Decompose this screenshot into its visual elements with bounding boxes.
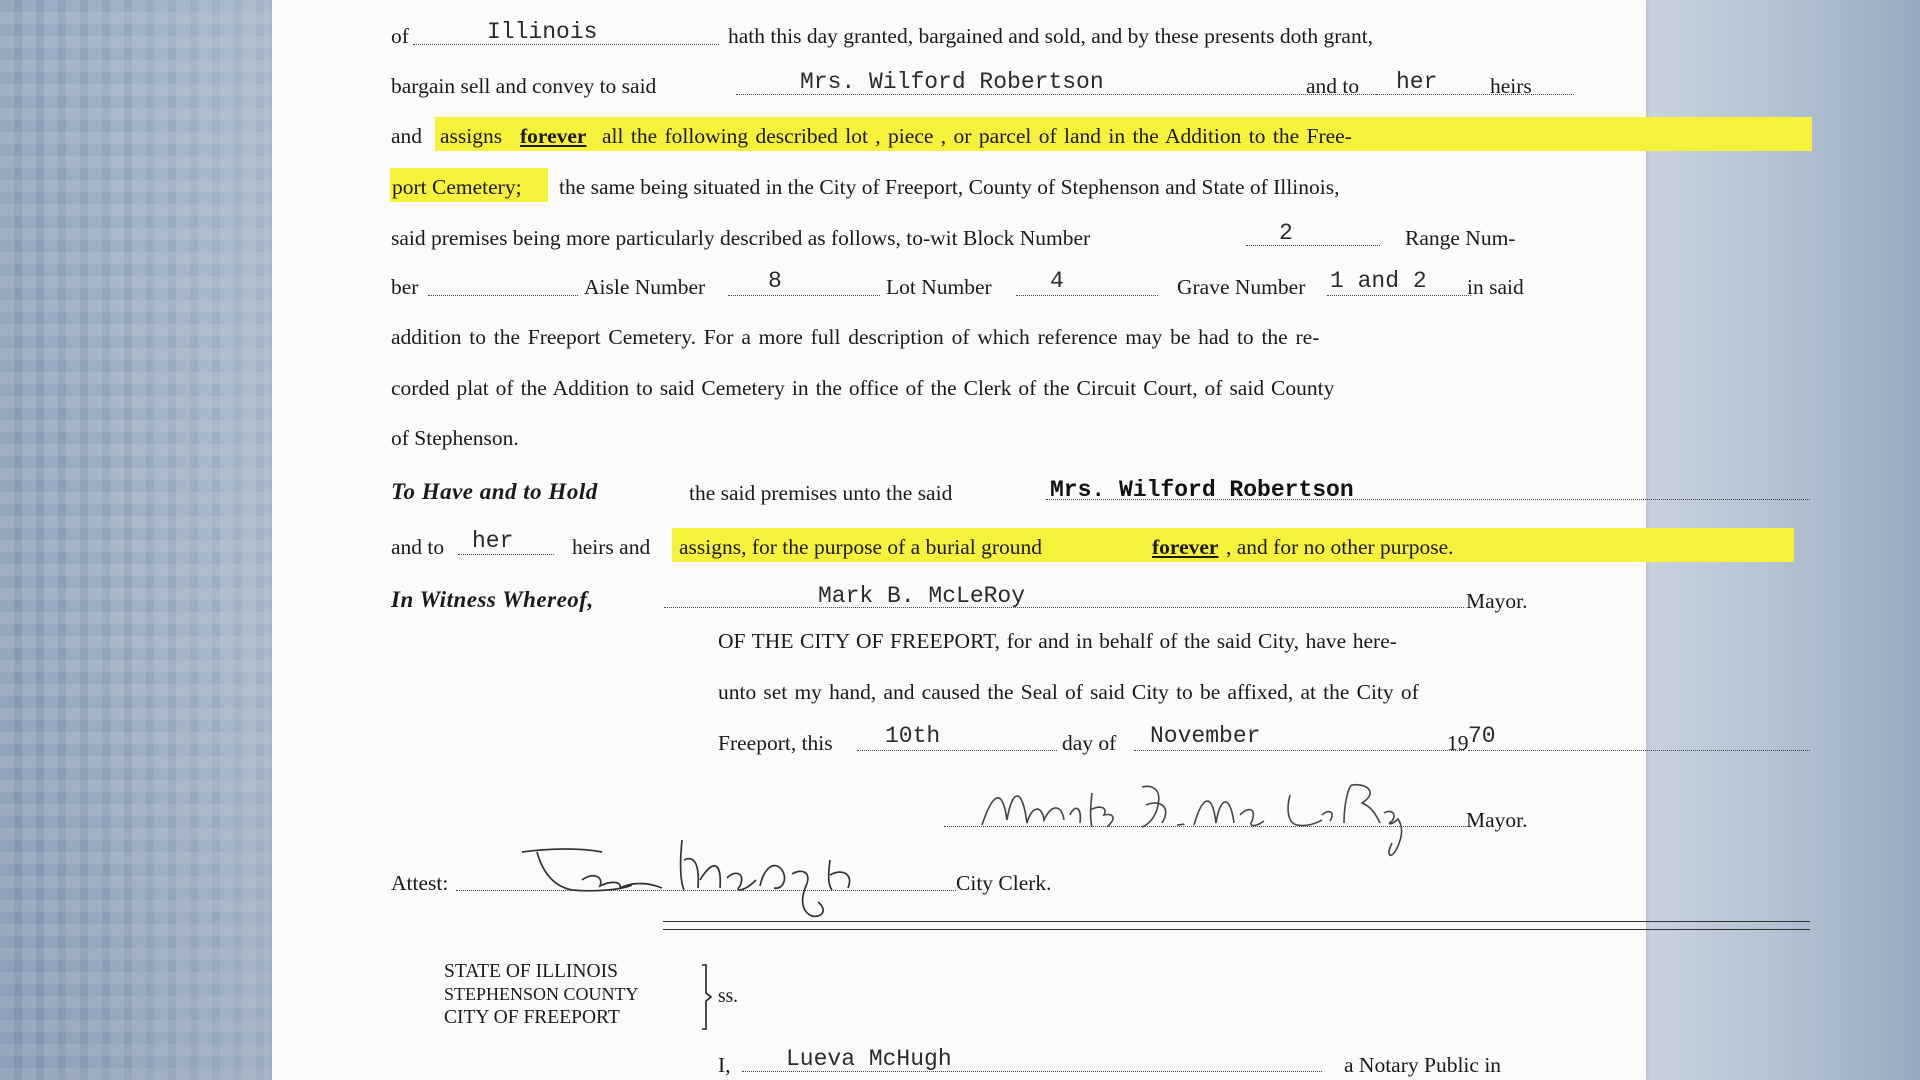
- typed-notary-name: Lueva McHugh: [786, 1046, 952, 1072]
- background-left-panel: [0, 0, 272, 1080]
- highlight-assigns-burial: assigns, for the purpose of a burial ground: [679, 535, 1043, 559]
- year-prefix: 19: [1447, 731, 1469, 755]
- deed-document: [272, 0, 1646, 1080]
- typed-month: November: [1150, 723, 1261, 749]
- highlight-forever-2: forever: [1152, 535, 1219, 559]
- typed-block-number: 2: [1279, 220, 1293, 246]
- deed-line-5b: Range Num-: [1405, 226, 1516, 250]
- typed-grantee: Mrs. Wilford Robertson: [800, 69, 1104, 95]
- divider-rule: [663, 929, 1810, 930]
- deed-line-2c: heirs: [1490, 74, 1532, 98]
- deed-line-6d: Grave Number: [1177, 275, 1306, 299]
- deed-line-14: unto set my hand, and caused the Seal of said City to be affixed, at the City of: [718, 680, 1419, 704]
- ss-label: ss.: [718, 986, 739, 1007]
- city-clerk-signature: [512, 830, 932, 920]
- typed-lot-number: 4: [1050, 268, 1064, 294]
- deed-line-3a: and: [391, 124, 423, 148]
- mayor-label: Mayor.: [1466, 589, 1528, 613]
- highlight-assigns: assigns: [440, 124, 503, 148]
- bracket-brace: [700, 963, 714, 1036]
- dotted-line: [857, 750, 1057, 751]
- dotted-line: [1016, 295, 1158, 296]
- typed-grave-number: 1 and 2: [1330, 268, 1427, 294]
- text-of: of: [391, 24, 409, 48]
- deed-line-11a: and to: [391, 535, 445, 559]
- dotted-line: [1246, 245, 1380, 246]
- dotted-line: [1468, 750, 1810, 751]
- deed-line-15a: Freeport, this: [718, 731, 833, 755]
- in-witness-whereof-heading: In Witness Whereof,: [391, 587, 594, 612]
- dotted-line: [728, 295, 880, 296]
- divider-rule: [663, 921, 1810, 922]
- dotted-line: [428, 295, 578, 296]
- deed-line-13: OF THE CITY OF FREEPORT, for and in behalf of the said City, have here-: [718, 629, 1397, 653]
- dotted-line: [458, 554, 554, 555]
- typed-pronoun: her: [1396, 69, 1438, 95]
- typed-state: Illinois: [487, 19, 598, 45]
- city-clerk-label: City Clerk.: [956, 871, 1052, 895]
- deed-line-6e: in said: [1467, 275, 1524, 299]
- county-line: STEPHENSON COUNTY: [444, 984, 639, 1004]
- notary-line: a Notary Public in: [1344, 1053, 1502, 1077]
- dotted-line: [1327, 295, 1471, 296]
- dotted-line: [664, 607, 1464, 608]
- highlight-line-11: , and for no other purpose.: [1226, 535, 1454, 559]
- deed-line-6b: Aisle Number: [584, 275, 706, 299]
- deed-line-6a: ber: [391, 275, 419, 299]
- deed-line-1: hath this day granted, bargained and sold, and by these presents doth grant,: [728, 24, 1374, 48]
- highlight-forever: forever: [520, 124, 587, 148]
- deed-line-11b: heirs and: [572, 535, 651, 559]
- typed-grantee-hold: Mrs. Wilford Robertson: [1050, 477, 1354, 503]
- mayor-signature: [972, 765, 1432, 865]
- typed-day: 10th: [885, 723, 941, 749]
- typed-aisle-number: 8: [768, 268, 782, 294]
- state-line: STATE OF ILLINOIS: [444, 961, 618, 982]
- typed-pronoun-2: her: [472, 528, 514, 554]
- deed-line-8: corded plat of the Addition to said Cemetery in the office of the Clerk of the Circuit Court, of said County: [391, 376, 1335, 400]
- notary-i: I,: [718, 1053, 731, 1077]
- to-have-and-to-hold-heading: To Have and to Hold: [391, 479, 598, 504]
- deed-line-10: the said premises unto the said: [689, 481, 953, 505]
- deed-line-2b: and to: [1306, 74, 1360, 98]
- deed-line-9: of Stephenson.: [391, 426, 519, 450]
- deed-line-15b: day of: [1062, 731, 1117, 755]
- city-line: CITY OF FREEPORT: [444, 1007, 620, 1028]
- deed-line-7: addition to the Freeport Cemetery. For a more full description of which reference may be had to the re-: [391, 325, 1320, 349]
- typed-mayor-name: Mark B. McLeRoy: [818, 583, 1026, 609]
- deed-line-4: the same being situated in the City of Freeport, County of Stephenson and State of Illinois,: [559, 175, 1340, 199]
- deed-line-5a: said premises being more particularly described as follows, to-wit Block Number: [391, 226, 1091, 250]
- deed-line-2a: bargain sell and convey to said: [391, 74, 657, 98]
- deed-line-6c: Lot Number: [886, 275, 992, 299]
- highlight-port-cemetery: port Cemetery;: [392, 175, 522, 199]
- mayor-signature-label: Mayor.: [1466, 808, 1528, 832]
- dotted-line: [1134, 750, 1464, 751]
- typed-year: 70: [1468, 723, 1496, 749]
- attest-label: Attest:: [391, 871, 449, 895]
- highlight-line-3: all the following described lot , piece , or parcel of land in the Addition to the Free-: [602, 124, 1352, 148]
